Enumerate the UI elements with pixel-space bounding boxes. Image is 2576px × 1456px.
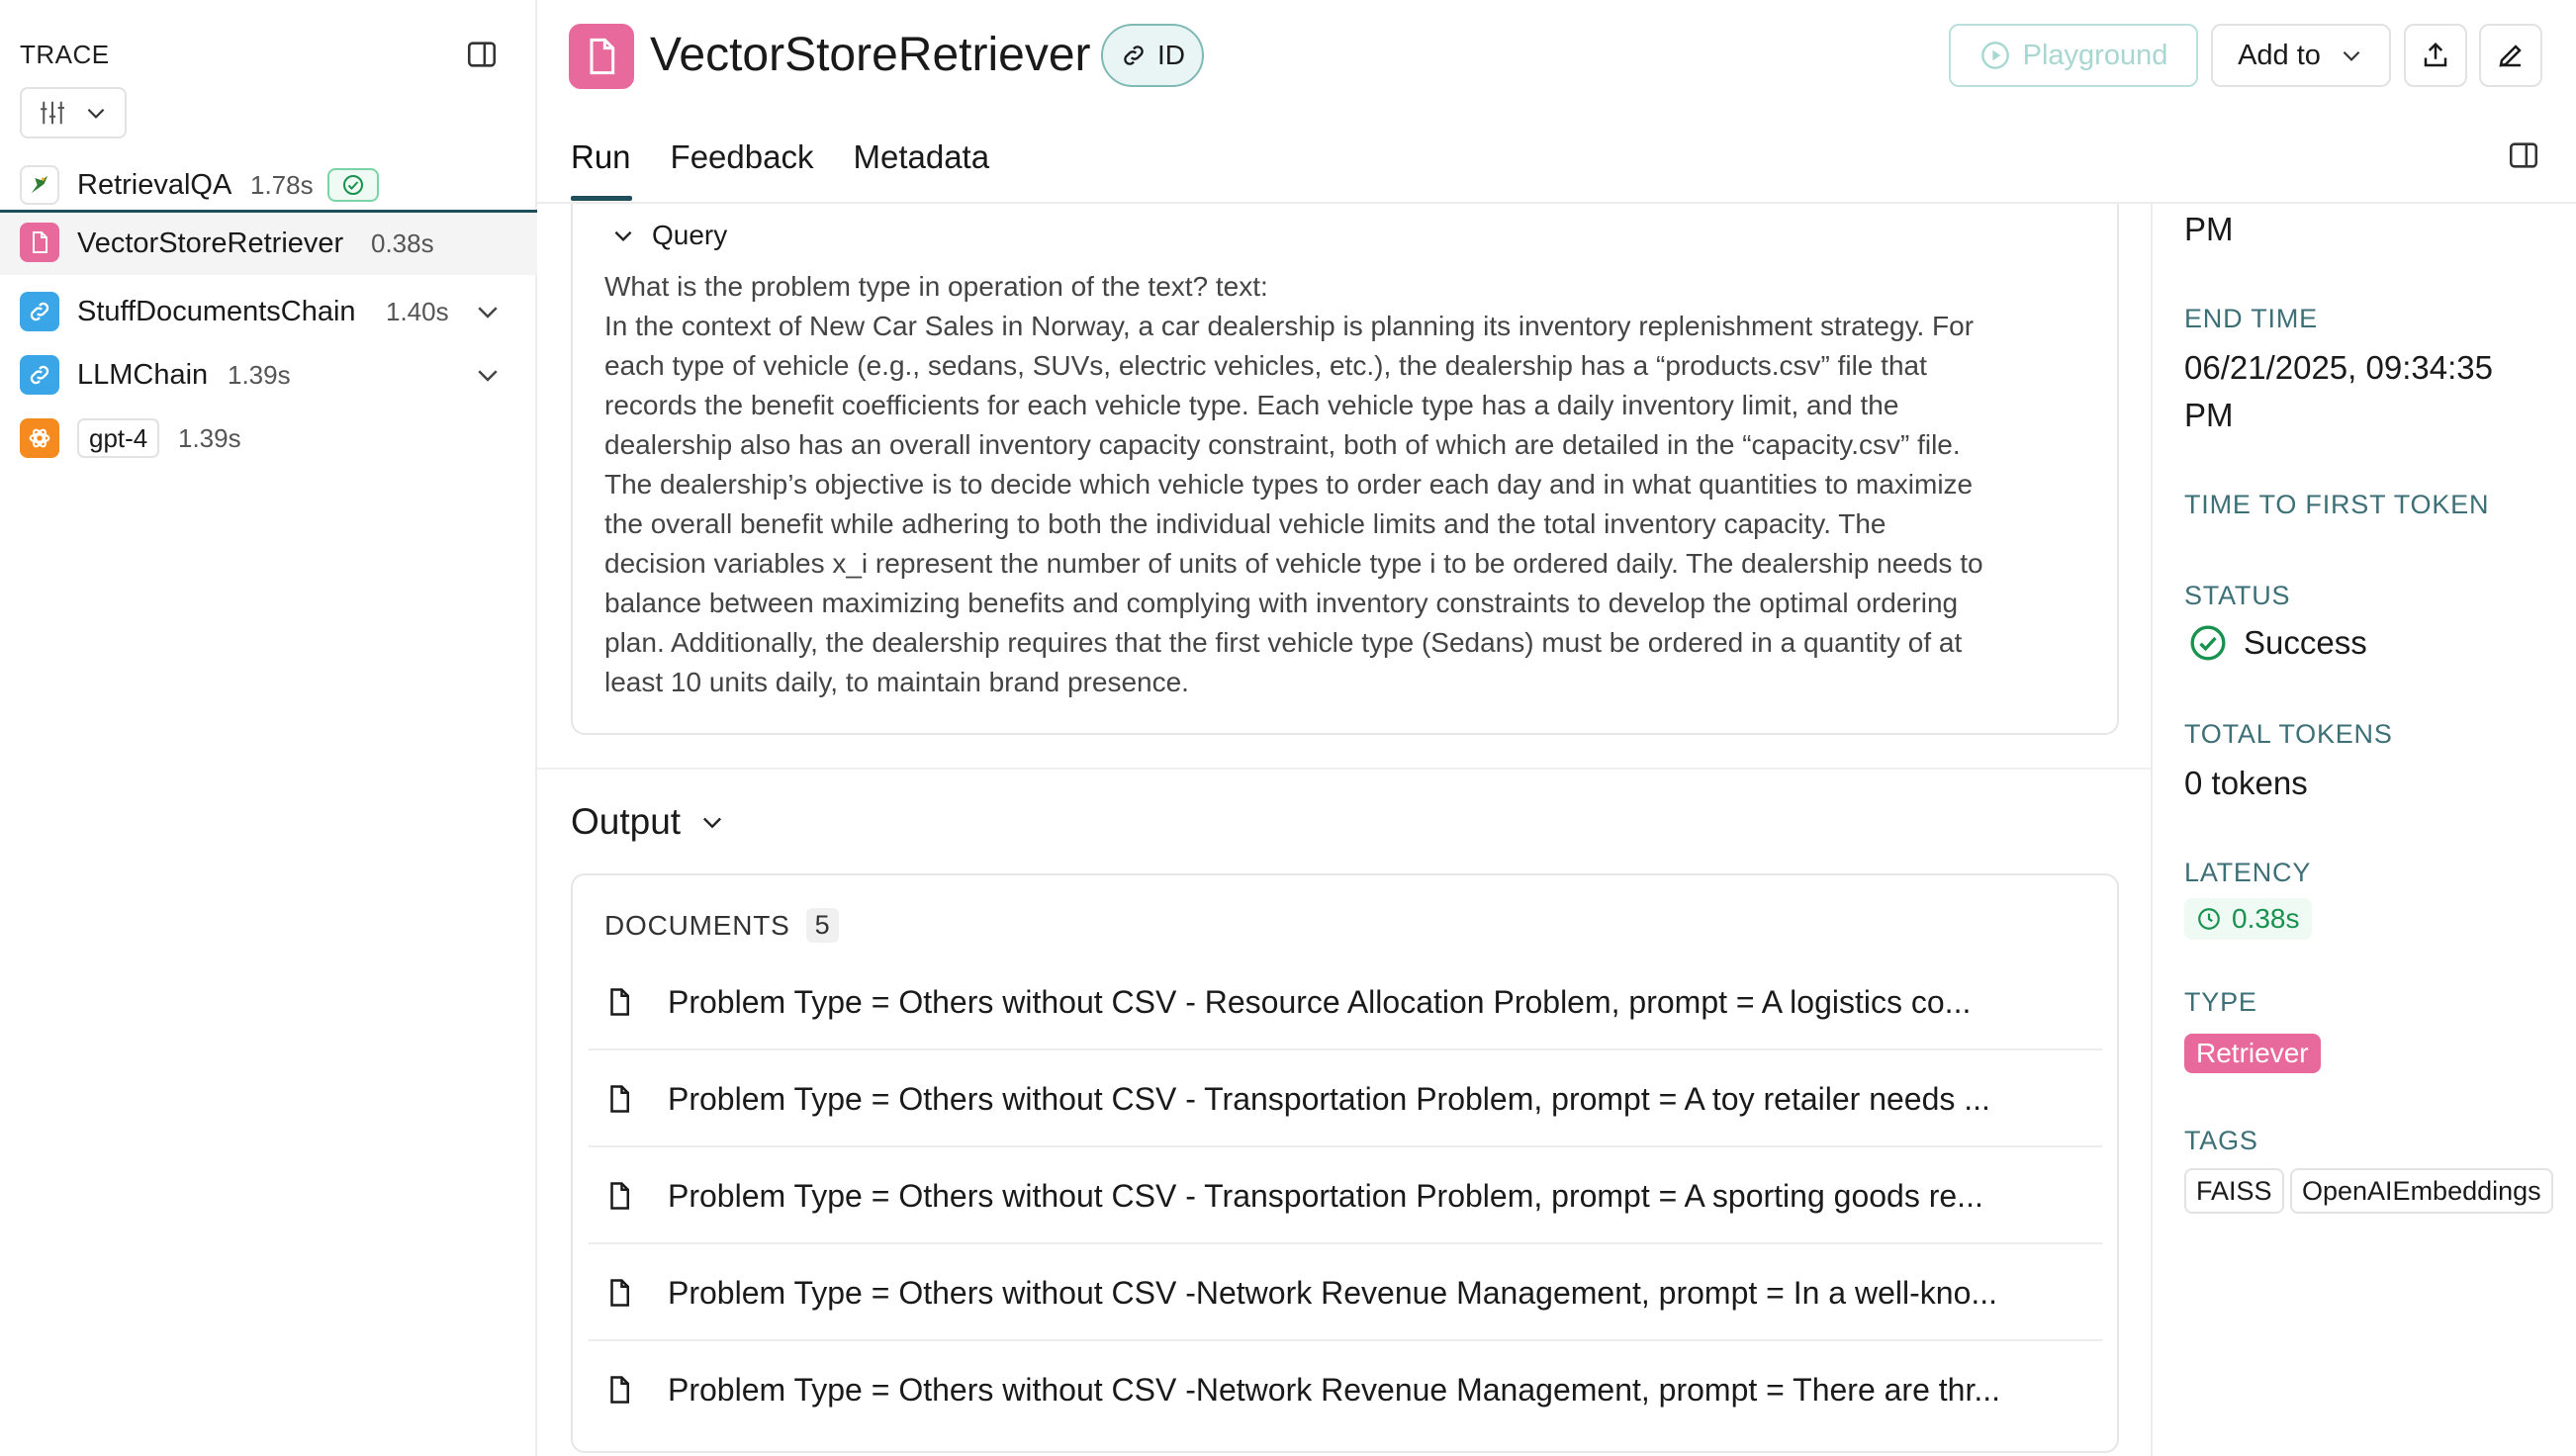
query-toggle[interactable]: [610, 220, 727, 251]
latency-value: 0.38s: [2232, 903, 2300, 934]
file-icon: [604, 1179, 634, 1213]
toggle-side-panel-icon[interactable]: [2507, 138, 2540, 172]
parrot-icon: [20, 165, 59, 205]
file-icon: [604, 1276, 634, 1310]
edit-button[interactable]: [2479, 24, 2542, 87]
clock-icon: [2196, 906, 2222, 932]
link-icon: [1120, 42, 1148, 69]
trace-node-duration: 1.78s: [250, 169, 314, 200]
file-icon: [604, 1082, 634, 1116]
tag-chip[interactable]: FAISS: [2184, 1168, 2284, 1214]
chevron-down-icon: [83, 100, 109, 126]
document-title: Problem Type = Others without CSV - Resource Allocation Problem, prompt = A logistics co...: [668, 983, 1972, 1020]
run-tabs: [571, 138, 989, 176]
trace-node-duration: 1.39s: [178, 422, 241, 453]
check-circle-icon: [2188, 623, 2228, 663]
trace-title: TRACE: [20, 40, 110, 69]
link-icon: [20, 355, 59, 395]
output-label: Output: [571, 801, 682, 842]
check-circle-icon: [341, 173, 365, 197]
latency-badge: [2184, 898, 2312, 940]
trace-node-vectorstoreretriever[interactable]: [0, 210, 537, 275]
document-title: Problem Type = Others without CSV -Network Revenue Management, prompt = In a well-kno...: [668, 1274, 1998, 1311]
chevron-down-icon[interactable]: [473, 360, 503, 390]
trace-node-gpt-4[interactable]: [0, 408, 537, 469]
trace-node-name: LLMChain: [77, 358, 209, 391]
document-title: Problem Type = Others without CSV - Transportation Problem, prompt = A sporting goods re...: [668, 1177, 1983, 1214]
total-tokens-label: TOTAL TOKENS: [2184, 719, 2393, 749]
trace-node-name: StuffDocumentsChain: [77, 295, 356, 327]
document-row[interactable]: [589, 1148, 2102, 1243]
status-text: Success: [2244, 624, 2367, 661]
row-divider: [589, 1339, 2102, 1341]
query-label: Query: [652, 220, 728, 250]
type-label: TYPE: [2184, 987, 2257, 1017]
documents-count-badge: 5: [806, 908, 840, 943]
meta-panel-divider: [2151, 204, 2153, 1456]
share-button[interactable]: [2404, 24, 2467, 87]
document-row[interactable]: [589, 1051, 2102, 1146]
add-to-button[interactable]: [2211, 24, 2391, 87]
chevron-down-icon: [610, 223, 636, 248]
trace-filter-button[interactable]: [20, 87, 127, 138]
collapse-panel-icon[interactable]: [465, 38, 499, 71]
copy-id-button[interactable]: [1101, 24, 1204, 87]
playground-label: Playground: [2022, 39, 2168, 71]
document-title: Problem Type = Others without CSV -Network Revenue Management, prompt = There are thr...: [668, 1371, 2001, 1408]
run-type-document-icon: [569, 24, 634, 89]
trace-node-duration: 0.38s: [371, 228, 434, 258]
model-chip: gpt-4: [77, 418, 159, 458]
query-text: What is the problem type in operation of the text? text: In the context of New Car Sales in Norway, a car dealership is planning its inventory replenishment strategy. For each type of vehicle (e.g., sedans, SUVs, electric vehicles, etc.), the dealership has a “products.csv” file that records the benefit coefficients for each vehicle type. Each vehicle type has a daily inventory limit, and the dealership also has an overall inventory capacity constraint, both of which are detailed in the “capacity.csv” file. The dealership’s objective is to decide which vehicle types to order each day and in what quantities to maximize the overall benefit while adhering to both the individual vehicle limits and the total inventory capacity. The decision variables x_i represent the number of units of vehicle type i to be ordered daily. The dealership needs to balance between maximizing benefits and complying with inventory constraints to develop the optimal ordering plan. Additionally, the dealership requires that the first vehicle type (Sedans) must be ordered in a quantity of at least 10 units daily, to maintain brand presence.: [604, 271, 1983, 697]
trace-node-llmchain[interactable]: [0, 344, 537, 406]
link-icon: [20, 292, 59, 331]
openai-icon: [20, 418, 59, 458]
chevron-down-icon[interactable]: [473, 297, 503, 326]
tab-feedback[interactable]: Feedback: [670, 138, 814, 175]
document-row[interactable]: [589, 1342, 2102, 1437]
tag-chip[interactable]: OpenAIEmbeddings: [2290, 1168, 2553, 1214]
active-tab-indicator: [571, 196, 632, 201]
end-time-label: END TIME: [2184, 304, 2318, 333]
trace-sidebar: [0, 0, 537, 1456]
row-divider: [589, 1242, 2102, 1244]
id-label: ID: [1157, 40, 1185, 70]
latency-label: LATENCY: [2184, 858, 2312, 887]
page-title: VectorStoreRetriever: [650, 29, 1091, 81]
chevron-down-icon: [698, 808, 726, 836]
tab-metadata[interactable]: Metadata: [853, 138, 990, 175]
pencil-icon: [2496, 41, 2526, 70]
output-toggle[interactable]: [571, 801, 726, 843]
end-time-value-line2: PM: [2184, 397, 2234, 433]
upload-icon: [2421, 41, 2450, 70]
trace-node-stuffdocumentschain[interactable]: [0, 281, 537, 342]
file-icon: [604, 1373, 634, 1407]
file-icon: [604, 985, 634, 1019]
section-divider: [537, 768, 2151, 770]
type-badge: Retriever: [2184, 1034, 2321, 1073]
documents-header: [604, 908, 839, 943]
playground-button[interactable]: [1949, 24, 2198, 87]
document-row[interactable]: [589, 1245, 2102, 1340]
ttft-label: TIME TO FIRST TOKEN: [2184, 490, 2490, 519]
document-row[interactable]: [589, 955, 2102, 1049]
play-circle-icon: [1979, 40, 2011, 71]
trace-node-name: VectorStoreRetriever: [77, 228, 344, 259]
total-tokens-value: 0 tokens: [2184, 765, 2308, 801]
trace-node-retrievalqa[interactable]: [0, 154, 537, 216]
start-time-tail: PM: [2184, 211, 2234, 247]
tab-run[interactable]: Run: [571, 138, 631, 175]
end-time-value-line1: 06/21/2025, 09:34:35: [2184, 349, 2493, 386]
trace-node-name: RetrievalQA: [77, 168, 232, 201]
success-badge: [327, 168, 379, 202]
row-divider: [589, 1145, 2102, 1147]
trace-node-duration: 1.40s: [386, 296, 449, 326]
add-to-label: Add to: [2238, 39, 2321, 71]
document-icon: [20, 223, 59, 262]
document-title: Problem Type = Others without CSV - Transportation Problem, prompt = A toy retailer needs ...: [668, 1080, 1990, 1117]
documents-label: DOCUMENTS: [604, 909, 790, 941]
chevron-down-icon: [2339, 43, 2364, 68]
row-divider: [589, 1048, 2102, 1050]
status-label: STATUS: [2184, 581, 2291, 610]
trace-node-duration: 1.39s: [228, 359, 291, 390]
tags-label: TAGS: [2184, 1126, 2258, 1155]
status-value: [2188, 623, 2367, 663]
sliders-icon: [38, 98, 67, 128]
